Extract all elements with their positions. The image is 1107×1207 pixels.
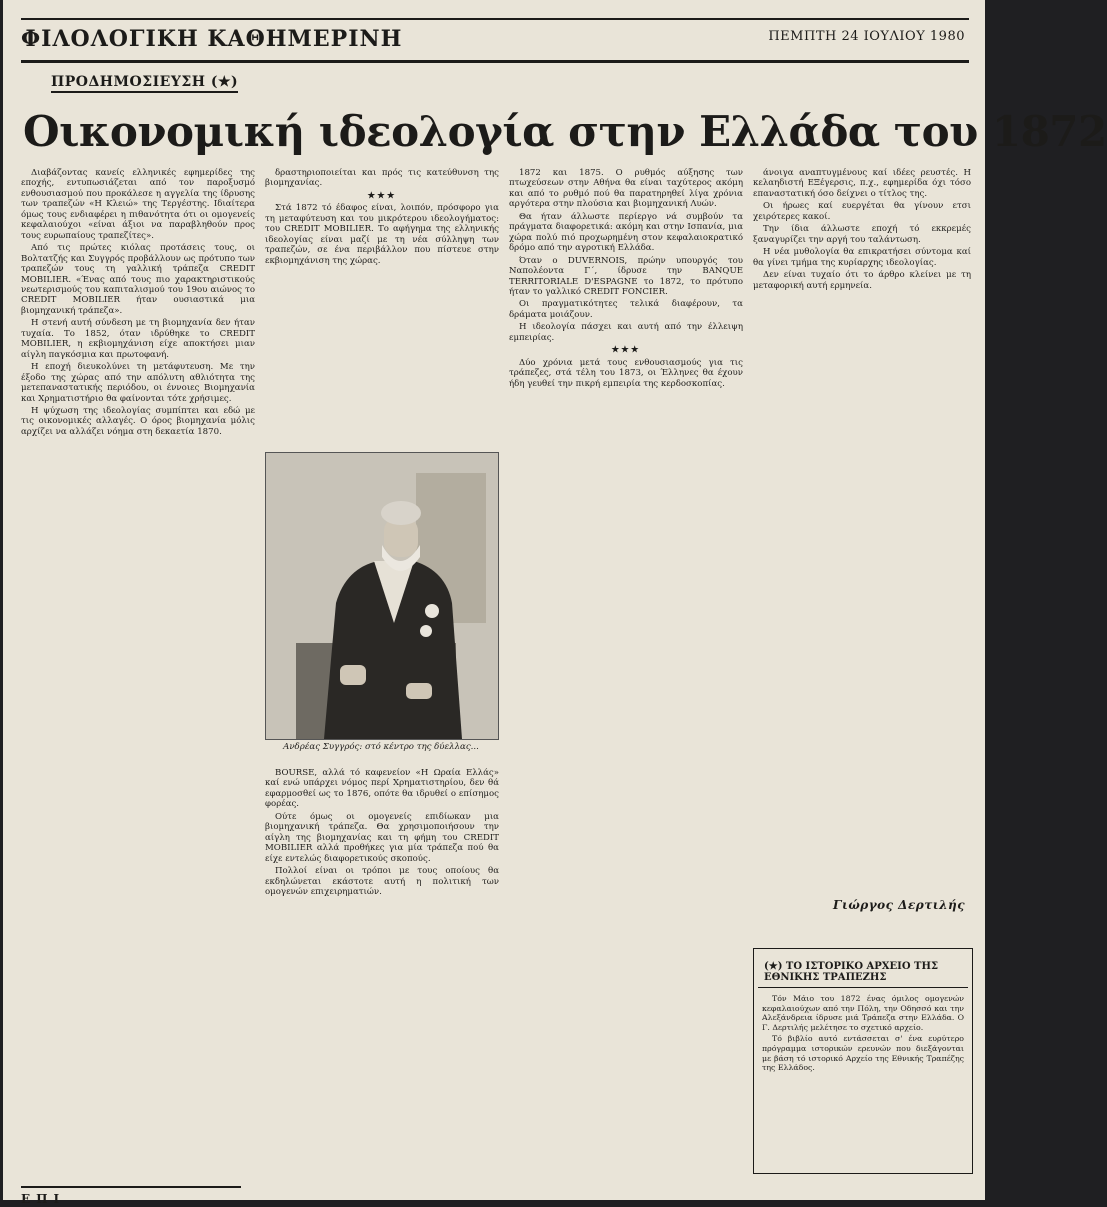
paragraph: Δεν είναι τυχαίο ότι το άρθρο κλείνει με τη μεταφορική αυτή ερμηνεία.: [753, 270, 971, 291]
issue-date: ΠΕΜΠΤΗ 24 ΙΟΥΛΙΟΥ 1980: [768, 29, 965, 44]
paragraph: Οι ήρωες καί ευεργέται θα γίνουν ετσι χειρότερες κακοί.: [753, 201, 971, 222]
photo-caption: Ανδρέας Συγγρός: στό κέντρο της δύελλας...: [283, 742, 479, 752]
paragraph: Η ψύχωση της ιδεολογίας συμπίπτει και εδώ με τις οικονομικές αλλαγές. Ο όρος βιομηχανία μόλις αρχίζει να αλλάζει νόημα στη δεκαετία 1870.: [21, 405, 255, 437]
article-author: Γιώργος Δερτιλής: [833, 898, 966, 912]
article-column-4: [753, 168, 971, 884]
paragraph: Η ιδεολογία πάσχει και αυτή από την έλλειψη εμπειρίας.: [509, 322, 743, 343]
paragraph: 1872 και 1875. Ο ρυθμός αύξησης των πτωχεύσεων στην Αθήνα θα είναι ταχύτερος ακόμη και από το ρυθμό πού θα παρατηρηθεί λίγα χρόνια αργότερα στην πλούσια και βιομηχανική Λυών.: [509, 168, 743, 210]
paragraph: Η νέα μυθολογία θα επικρατήσει σύντομα καί θα γίνει τμήμα της κυρίαρχης ιδεολογίας.: [753, 247, 971, 268]
article-headline: Οικονομική ιδεολογία στην Ελλάδα του 1872: [23, 107, 1107, 156]
paragraph: BOURSE, αλλά τό καφενείον «Η Ωραία Ελλάς» καί ενώ υπάρχει νόμος περί Χρηματιστηρίου, δεν θά εφαρμοσθεί ως το 1876, οπότε θα ιδρυθεί ο επίσημος φορέας.: [265, 768, 499, 810]
portrait-illustration: [266, 453, 498, 739]
footnote-box: [753, 948, 973, 1174]
paragraph: Πολλοί είναι οι τρόποι με τους οποίους θα εκδηλώνεται εκάστοτε αυτή η πολιτική των ομογενών επιχειρηματιών.: [265, 866, 499, 897]
footnote-body: [754, 988, 972, 1081]
section-divider: ★★★: [367, 190, 397, 201]
paragraph: Δύο χρόνια μετά τους ενθουσιασμούς για τις τράπεζες, στά τέλη του 1873, οι Έλληνες θα έχουν ήδη γευθεί την πικρή εμπειρία της κερδοσκοπίας.: [509, 357, 743, 389]
paragraph: Η εποχή διευκολύνει τη μετάφυτευση. Με την έξοδο της χώρας από την απόλυτη αθλιότητα της μετεπαναστατικής περιόδου, οι έννοιες Βιομηχανία και Χρηματιστήριο θα φαίνονται τότε χρήσιμες.: [21, 362, 255, 404]
paragraph: Την ίδια άλλωστε εποχή τό εκκρεμές ξαναγυρίζει την αργή του ταλάντωση.: [753, 224, 971, 245]
article-kicker: ΠΡΟΔΗΜΟΣΙΕΥΣΗ (★): [51, 74, 238, 93]
portrait-photo: [265, 452, 499, 740]
article-column-1: [21, 168, 255, 1186]
paragraph: Οι πραγματικότητες τελικά διαφέρουν, τα δράματα μοιάζουν.: [509, 299, 743, 320]
paragraph: Τό βιβλίο αυτό εντάσσεται σ' ένα ευρύτερο πρόγραμμα ιστορικών ερευνών που διεξάγονται με βάση τό ιστορικό Αρχείο της Εθνικής Τραπέζης της Ελλάδος.: [762, 1034, 964, 1073]
paragraph: Στά 1872 τό έδαφος είναι, λοιπόν, πρόσφορο για τη μεταφύτευση και του μικρότερου ιδεολογήματος: του CREDIT MOBILIER. Το αφήγημα της ελληνικής ιδεολογίας είναι μαζί με τη νέα σύλληψη των τραπεζών, σε ένα περιβάλλον που πίστευε στην εκβιομηχάνιση της χώρας.: [265, 203, 499, 266]
next-article-title: ΕΠΙ: [21, 1192, 66, 1206]
paragraph: Θα ήταν άλλωστε περίεργο νά συμβούν τα πράγματα διαφορετικά: ακόμη και στην Ισπανία, μια χώρα πολύ πιό προχωρημένη στον κεφαλαιοκρατικό δρόμο από την αγροτική Ελλάδα.: [509, 211, 743, 254]
paragraph: Όταν ο DUVERNOIS, πρώην υπουργός του Ναπολέοντα Γ΄, ίδρυσε την BANQUE TERRITORIALE D'ESPAGNE το 1872, το πρότυπο ήταν το γαλλικό CREDIT FONCIER.: [509, 255, 743, 297]
next-article-header: [21, 1186, 241, 1206]
newspaper-page: [3, 0, 1107, 1206]
article-column-2: [265, 168, 499, 450]
paragraph: Από τις πρώτες κιόλας προτάσεις τους, οι Βολτατζής και Συγγρός προβάλλουν ως πρότυπο των τραπεζών τους τη γαλλική τράπεζα CREDIT MOBILIER. «Ένας από τους πιο χαρακτηριστικούς νεωτερισμούς του καπιταλισμού του 19ου αιώνος το CREDIT MOBILIER ήταν ουσιαστικά μια βιομηχανική τράπεζα».: [21, 243, 255, 316]
paragraph: δραστηριοποιείται και πρός τις κατεύθυνση της βιομηχανίας.: [265, 168, 499, 189]
paragraph: Διαβάζοντας κανείς ελληνικές εφημερίδες της εποχής, εντυπωσιάζεται από τον παροξυσμό ενθουσιασμού που προκάλεσε η αγγελία της ίδρυσης των τραπεζών «Η Κλειώ» της Τεργέστης. Ιδιαίτερα όμως τους ενδιαφέρει η πιθανότητα ότι οι ομογενείς κεφαλαιούχοι «είναι άξιοι να παραβληθούν προς τους ευρωπαίους τραπεζίτες».: [21, 168, 255, 241]
paragraph: Τόν Μάιο του 1872 ένας όμιλος ομογενών κεφαλαιούχων από την Πόλη, την Οδησσό και την Αλεξάνδρεια ίδρυσε μιά Τράπεζα στην Ελλάδα. Ο Γ. Δερτιλής μελέτησε το σχετικό αρχείο.: [762, 994, 964, 1032]
newspaper-title: ΦΙΛΟΛΟΓΙΚΗ ΚΑΘΗΜΕΡΙΝΗ: [21, 26, 403, 52]
article-column-3: [509, 168, 743, 1186]
footnote-title: (★) ΤΟ ΙΣΤΟΡΙΚΟ ΑΡΧΕΙΟ ΤΗΣ ΕΘΝΙΚΗΣ ΤΡΑΠΕΖΗΣ: [758, 949, 968, 988]
article-column-2-lower: [265, 768, 499, 1186]
paragraph: Ούτε όμως οι ομογενείς επιδίωκαν μια βιομηχανική τράπεζα. Θα χρησιμοποιήσουν την αίγλη της βιομηχανίας και τη φήμη του CREDIT MOBILIER αλλά προθήκες για μία τράπεζα πού θα είχε εντελώς διαφορετικούς σκοπούς.: [265, 811, 499, 864]
paragraph: άνοιγα αναπτυγμένους καί ιδέες ρευστές. Η κελαηδιστή ΕΞέγερσις, π.χ., εφημερίδα όχι τόσο επαναστατική όσο δείχνει ο τίτλος της.: [753, 168, 971, 199]
section-divider: ★★★: [611, 345, 641, 356]
paragraph: Η στενή αυτή σύνδεση με τη βιομηχανία δεν ήταν τυχαία. Το 1852, όταν ιδρύθηκε το CREDIT MOBILIER, η εκβιομηχάνιση είχε αποκτήσει μιαν αίγλη παγκόσμια και πρωτοφανή.: [21, 318, 255, 360]
masthead: [21, 18, 969, 63]
